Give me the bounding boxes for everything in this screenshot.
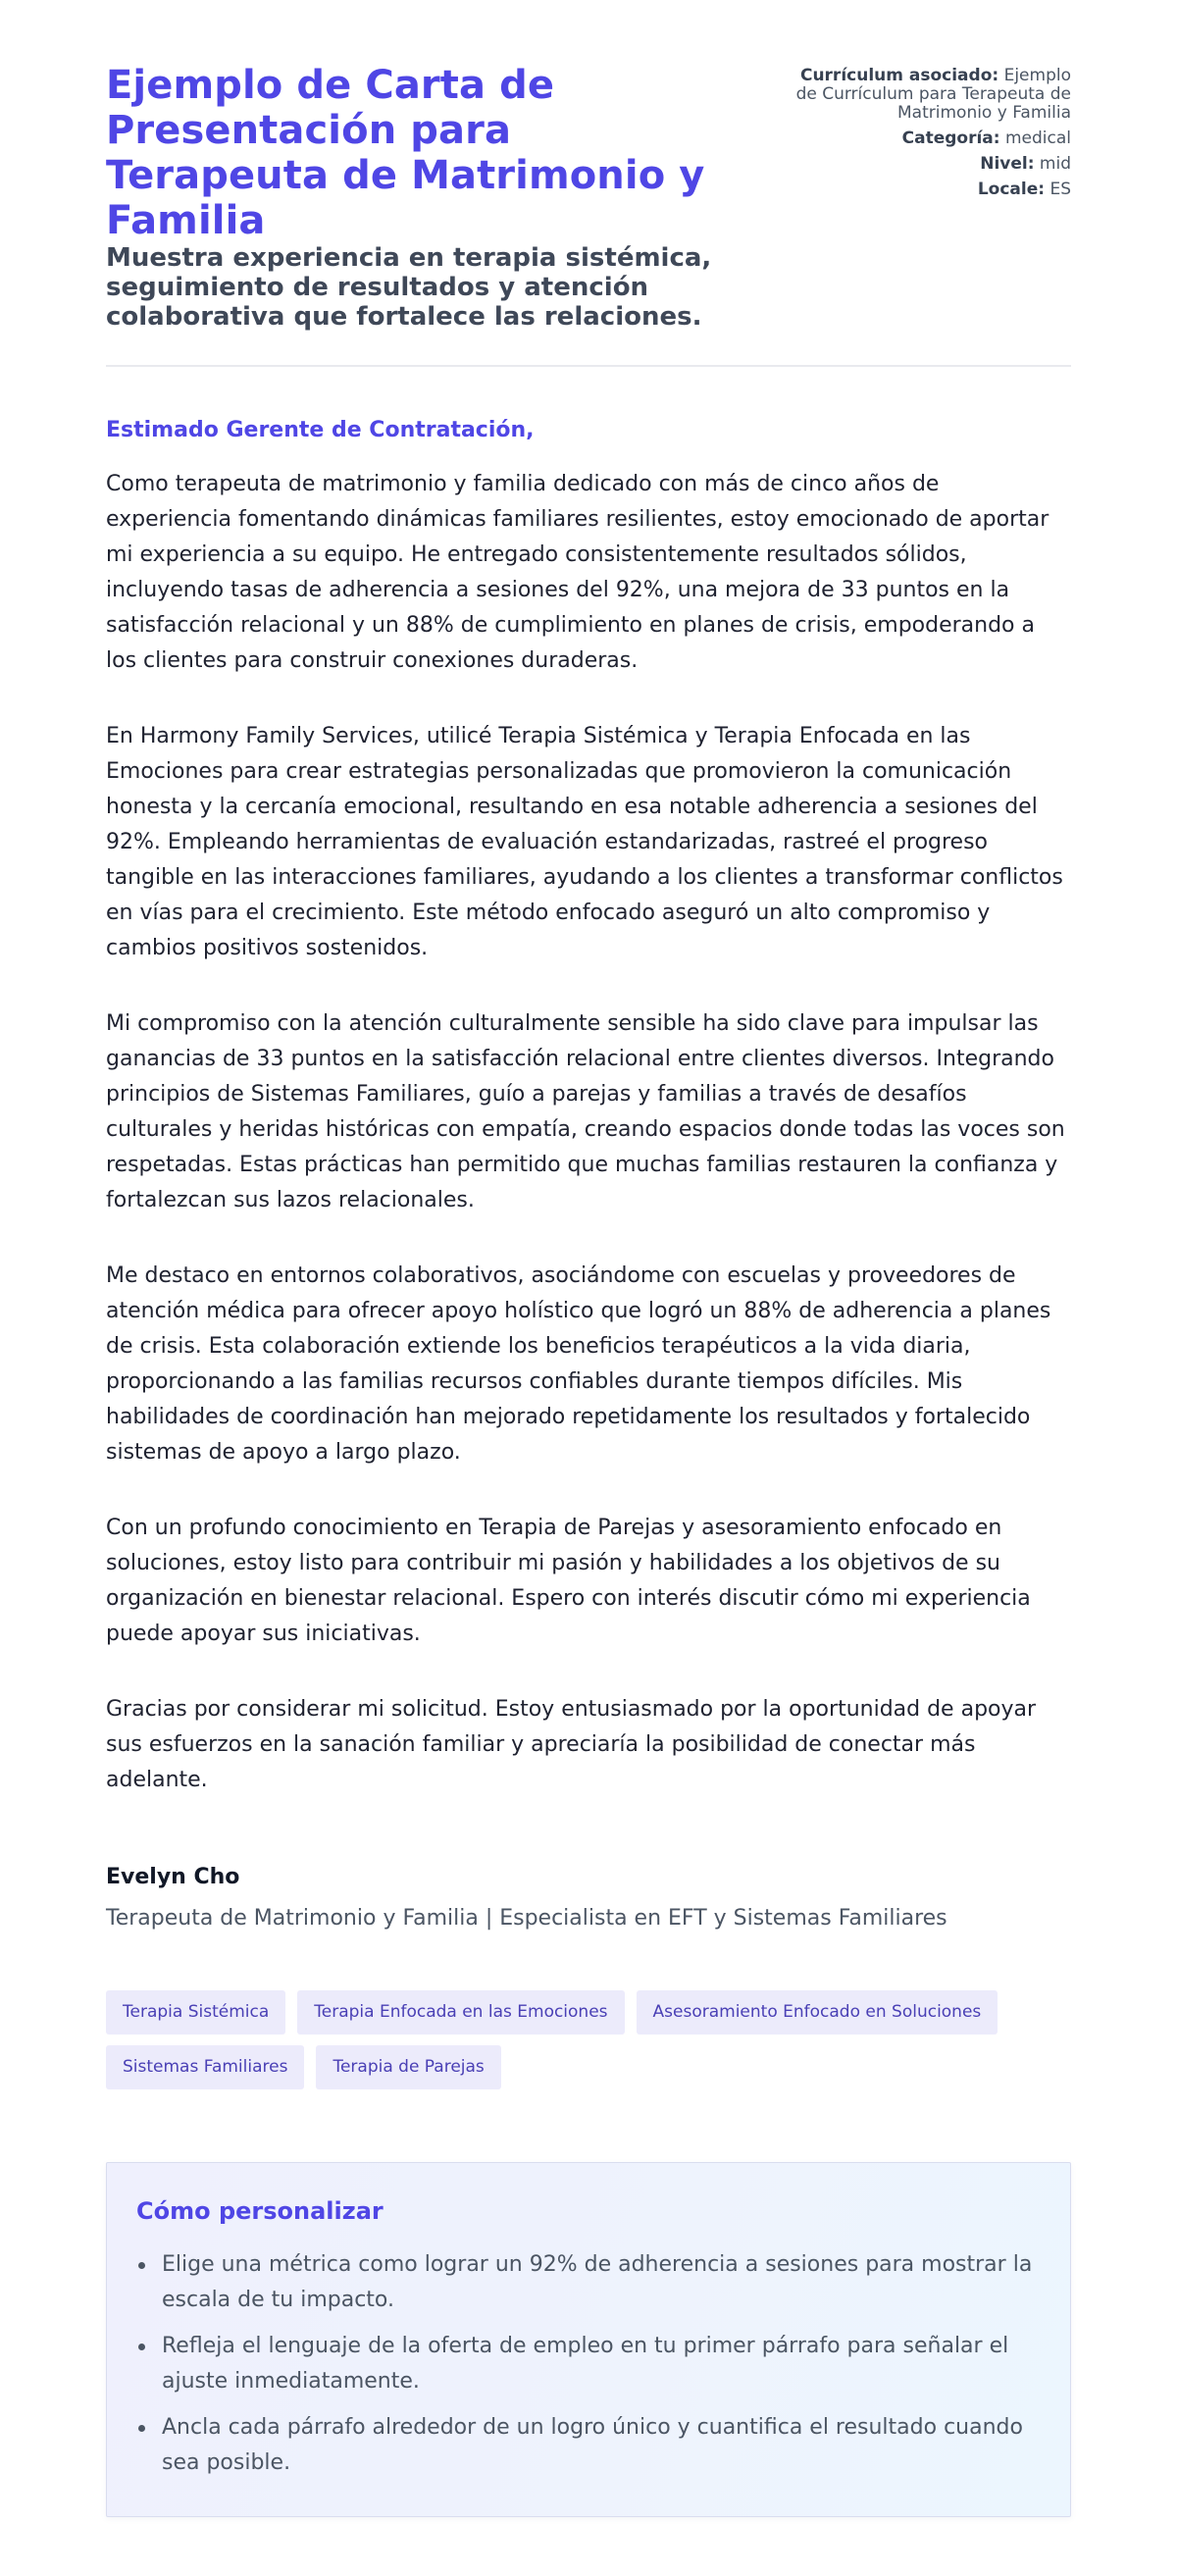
signature-block: [106, 1863, 1071, 1933]
tip-text: Refleja el lenguaje de la oferta de empleo en tu primer párrafo para señalar el ajuste inmediatamente.: [162, 2334, 1009, 2394]
signature-title: Terapeuta de Matrimonio y Familia | Especialista en EFT y Sistemas Familiares: [106, 1906, 947, 1931]
meta-value: ES: [1049, 180, 1071, 199]
bullet-icon: [138, 2262, 145, 2269]
skill-tags: [106, 1990, 1071, 2089]
tip-item: [136, 2410, 1041, 2481]
meta-key: Currículum asociado:: [799, 66, 999, 85]
tip-item: [136, 2329, 1041, 2399]
bullet-icon: [138, 2425, 145, 2432]
letter-paragraph: Gracias por considerar mi solicitud. Estoy entusiasmado por la oportunidad de apoyar sus esfuerzos en la sanación familiar y apreciaría la posibilidad de conectar más adelante.: [106, 1697, 1037, 1792]
skill-tag: Asesoramiento Enfocado en Soluciones: [637, 1990, 998, 2035]
meta-key: Locale:: [977, 180, 1046, 199]
tip-text: Elige una métrica como lograr un 92% de adherencia a sesiones para mostrar la escala de tu impacto.: [162, 2252, 1033, 2312]
tips-list: [136, 2247, 1041, 2481]
meta-value: Ejemplo de Currículum para Terapeuta de Matrimonio y Familia: [795, 66, 1071, 123]
letter-paragraphs: [106, 467, 1071, 1798]
metadata-panel: [792, 63, 1071, 206]
page-title: Ejemplo de Carta de Presentación para Terapeuta de Matrimonio y Familia: [106, 63, 705, 243]
skill-tag: Sistemas Familiares: [106, 2045, 304, 2089]
customization-tips-box: [106, 2162, 1071, 2517]
skill-tag: Terapia Sistémica: [106, 1990, 285, 2035]
letter-paragraph: Me destaco en entornos colaborativos, asociándome con escuelas y proveedores de atención médica para ofrecer apoyo holístico que logró un 88% de adherencia a planes de crisis. Esta colaboración extiende los beneficios terapéuticos a la vida diaria, proporcionando a las familias recursos confiables durante tiempos difíciles. Mis habilidades de coordinación han mejorado repetidamente los resultados y fortalecido sistemas de apoyo a largo plazo.: [106, 1263, 1051, 1465]
meta-locale: [792, 180, 1071, 199]
letter-paragraph: En Harmony Family Services, utilicé Terapia Sistémica y Terapia Enfocada en las Emociones para crear estrategias personalizadas que promovieron la comunicación honesta y la cercanía emocional, resultando en esa notable adherencia a sesiones del 92%. Empleando herramientas de evaluación estandarizadas, rastreé el progreso tangible en las interacciones familiares, ayudando a los clientes a transformar conflictos en vías para el crecimiento. Este método enfocado aseguró un alto compromiso y cambios positivos sostenidos.: [106, 724, 1063, 960]
letter-paragraph: Como terapeuta de matrimonio y familia dedicado con más de cinco años de experiencia fomentando dinámicas familiares resilientes, estoy emocionado de aportar mi experiencia a su equipo. He entregado consistentemente resultados sólidos, incluyendo tasas de adherencia a sesiones del 92%, una mejora de 33 puntos en la satisfacción relacional y un 88% de cumplimiento en planes de crisis, empoderando a los clientes para construir conexiones duraderas.: [106, 472, 1049, 673]
header-title-block: [106, 63, 743, 332]
skill-tag: Terapia de Parejas: [316, 2045, 500, 2089]
letter-body: [106, 416, 1071, 1798]
meta-value: mid: [1039, 154, 1071, 174]
meta-category: [792, 129, 1071, 148]
skill-tag: Terapia Enfocada en las Emociones: [297, 1990, 624, 2035]
letter-greeting: Estimado Gerente de Contratación,: [106, 418, 535, 442]
page-subtitle: Muestra experiencia en terapia sistémica, seguimiento de resultados y atención colaborativa que fortalece las relaciones.: [106, 243, 712, 332]
tip-text: Ancla cada párrafo alrededor de un logro único y cuantifica el resultado cuando sea posible.: [162, 2415, 1023, 2475]
meta-key: Categoría:: [901, 129, 1000, 148]
letter-paragraph: Con un profundo conocimiento en Terapia de Parejas y asesoramiento enfocado en soluciones, estoy listo para contribuir mi pasión y habilidades a los objetivos de su organización en bienestar relacional. Espero con interés discutir cómo mi experiencia puede apoyar sus iniciativas.: [106, 1516, 1031, 1646]
letter-paragraph: Mi compromiso con la atención culturalmente sensible ha sido clave para impulsar las ganancias de 33 puntos en la satisfacción relacional entre clientes diversos. Integrando principios de Sistemas Familiares, guío a parejas y familias a través de desafíos culturales y heridas históricas con empatía, creando espacios donde todas las voces son respetadas. Estas prácticas han permitido que muchas familias restauren la confianza y fortalezcan sus lazos relacionales.: [106, 1011, 1065, 1212]
signature-name: Evelyn Cho: [106, 1865, 240, 1889]
meta-value: medical: [1004, 129, 1071, 148]
meta-key: Nivel:: [980, 154, 1035, 174]
bullet-icon: [138, 2344, 145, 2350]
page-header: [106, 63, 1071, 367]
tip-item: [136, 2247, 1041, 2318]
meta-level: [792, 155, 1071, 174]
tips-heading: Cómo personalizar: [136, 2197, 384, 2225]
meta-associated-resume: [792, 67, 1071, 123]
